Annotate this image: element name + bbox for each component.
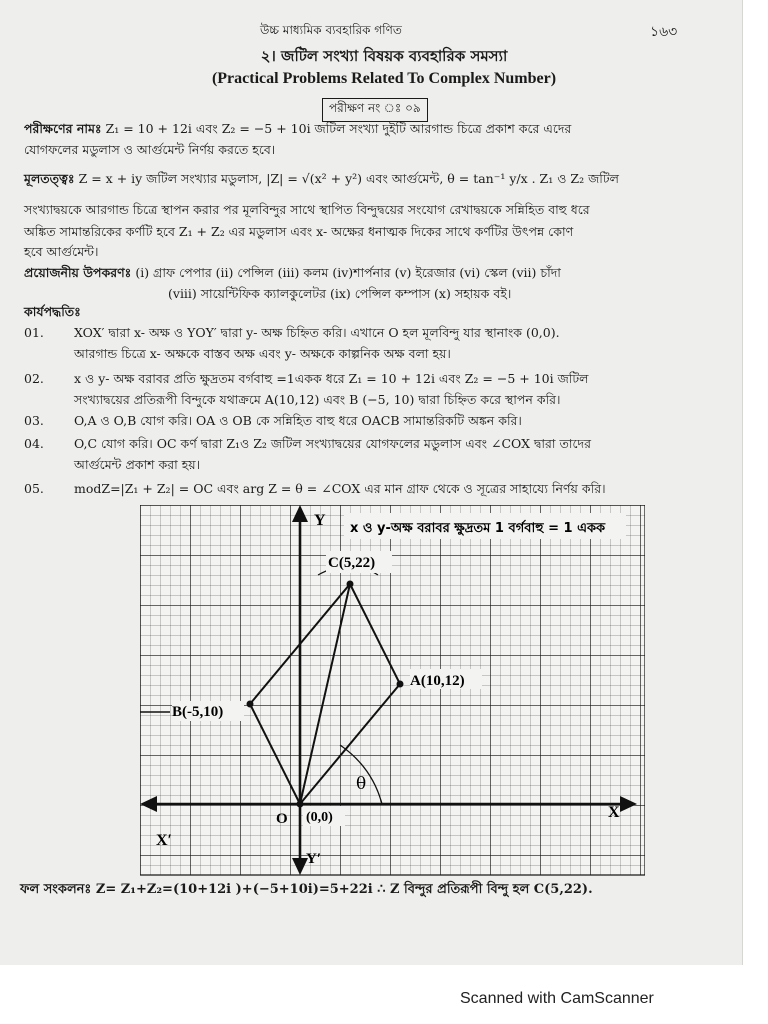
equipment-label: প্রয়োজনীয় উপকরণঃ: [24, 265, 132, 280]
step-text: x ও y- অক্ষ বরাবর প্রতি ক্ষুদ্রতম বর্গবাহু =1একক ধরে Z₁ = 10 + 12i এবং Z₂ = −5 + 10i জটিল: [74, 371, 589, 386]
equipment-line1: (i) গ্রাফ পেপার (ii) পেন্সিল (iii) কলম (iv)শার্পনার (v) ইরেজার (vi) স্কেল (vii) চাঁদা: [135, 265, 561, 280]
equipment: [24, 262, 734, 283]
step-text-cont: সংখ্যাদ্বয়ের প্রতিরূপী বিন্দুকে যথাক্রমে A(10,12) এবং B (−5, 10) দ্বারা চিহ্নিত করে স্থাপন করি।: [74, 392, 561, 407]
scanner-watermark: Scanned with CamScanner: [460, 990, 654, 1007]
point-a: [397, 681, 404, 688]
section-title-bn: ২। জটিল সংখ্যা বিষয়ক ব্যবহারিক সমস্যা: [260, 47, 508, 65]
step-number: 04.: [24, 436, 44, 451]
theory-label: মূলতত্ত্বঃ: [24, 171, 75, 186]
experiment-name-label: পরীক্ষণের নামঃ: [24, 121, 102, 136]
theory-line4: হবে আর্গুমেন্ট।: [24, 244, 99, 259]
step-number: 01.: [24, 325, 44, 340]
label-point-a: A(10,12): [410, 673, 465, 689]
experiment-number: পরীক্ষণ নং ঃ ০৯: [322, 98, 428, 122]
procedure-step-1: [24, 322, 734, 364]
label-y-axis: Y: [314, 512, 326, 529]
point-c: [347, 581, 354, 588]
section-title-en: (Practical Problems Related To Complex Number): [211, 70, 557, 87]
step-number: 02.: [24, 371, 44, 386]
label-y-axis-neg: Y′: [306, 851, 322, 867]
book-title: উচ্চ মাধ্যমিক ব্যবহারিক গণিত: [260, 23, 402, 37]
experiment-name-line2: যোগফলের মডুলাস ও আর্গুমেন্ট নির্ণয় করতে হবে।: [24, 142, 276, 157]
scale-note: x ও y-অক্ষ বরাবর ক্ষুদ্রতম 1 বর্গবাহু = 1 একক: [350, 521, 606, 536]
theory-line1: Z = x + iy জটিল সংখ্যার মডুলাস, |Z| = √(x² + y²) এবং আর্গুমেন্ট, θ = tan⁻¹ y/x . Z₁ ও Z₂ জটিল: [78, 171, 619, 186]
label-x-axis: X: [608, 804, 620, 821]
page-number: ১৬৩: [650, 24, 678, 40]
theory-line3: অঙ্কিত সামান্তরিকের কর্ণটি হবে Z₁ + Z₂ এর মডুলাস এবং x- অক্ষের ধনাত্মক দিকের সাথে কর্ণটির উৎপন্ন কোণ: [24, 224, 574, 239]
procedure-step-5: [24, 478, 734, 499]
step-text-cont: আরগান্ড চিত্রে x- অক্ষকে বাস্তব অক্ষ এবং y- অক্ষকে কাল্পনিক অক্ষ বলা হয়।: [74, 346, 451, 361]
argand-diagram: [140, 505, 645, 880]
label-point-b: B(-5,10): [172, 704, 224, 720]
equipment-line2: (viii) সায়েন্টিফিক ক্যালকুলেটর (ix) পেন্সিল কম্পাস (x) সহায়ক বই।: [168, 286, 512, 301]
theory-line2: সংখ্যাদ্বয়কে আরগান্ড চিত্রে স্থাপন করার পর মূলবিন্দুর সাথে স্থাপিত বিন্দুদ্বয়ের সংযোগ রেখাদ্বয়কে সন্নিহিত বাহু ধরে: [24, 202, 590, 217]
label-point-c: C(5,22): [328, 555, 376, 571]
step-text: O,C যোগ করি। OC কর্ণ দ্বারা Z₁ও Z₂ জটিল সংখ্যাদ্বয়ের যোগফলের মডুলাস এবং ∠COX দ্বারা তাদের: [74, 436, 591, 451]
procedure-step-4: [24, 433, 734, 475]
point-b: [247, 701, 254, 708]
experiment-name: [24, 118, 724, 139]
theory: [24, 168, 734, 189]
label-origin-coords: (0,0): [306, 810, 333, 825]
result-summary: ফল সংকলনঃ Z= Z₁+Z₂=(10+12i )+(−5+10i)=5+22i ∴ Z বিন্দুর প্রতিরূপী বিন্দু হল C(5,22).: [20, 882, 593, 897]
step-number: 05.: [24, 481, 44, 496]
point-o: [297, 801, 304, 808]
label-x-axis-neg: X′: [156, 832, 173, 849]
graph-paper-grid: [140, 505, 645, 875]
step-text: O,A ও O,B যোগ করি। OA ও OB কে সন্নিহিত বাহু ধরে OACB সামান্তরিকটি অঙ্কন করি।: [74, 413, 522, 428]
step-number: 03.: [24, 413, 44, 428]
label-origin-o: O: [276, 811, 288, 827]
procedure-step-3: [24, 410, 734, 431]
step-text: XOX′ দ্বারা x- অক্ষ ও YOY′ দ্বারা y- অক্ষ চিহ্নিত করি। এখানে O হল মূলবিন্দু যার স্থানাংক (0,0).: [74, 325, 560, 340]
procedure-step-2: [24, 368, 734, 410]
procedure-label: কার্যপদ্ধতিঃ: [24, 304, 81, 319]
step-text-cont: আর্গুমেন্ট প্রকাশ করা হয়।: [74, 457, 201, 472]
label-theta: θ: [356, 774, 367, 794]
step-text: modZ=|Z₁ + Z₂| = OC এবং arg Z = θ = ∠COX এর মান গ্রাফ থেকে ও সূত্রের সাহায্যে নির্ণয় করি।: [74, 481, 606, 496]
experiment-name-line1: Z₁ = 10 + 12i এবং Z₂ = −5 + 10i জটিল সংখ্যা দুইটি আরগান্ড চিত্রে প্রকাশ করে এদের: [105, 121, 572, 136]
